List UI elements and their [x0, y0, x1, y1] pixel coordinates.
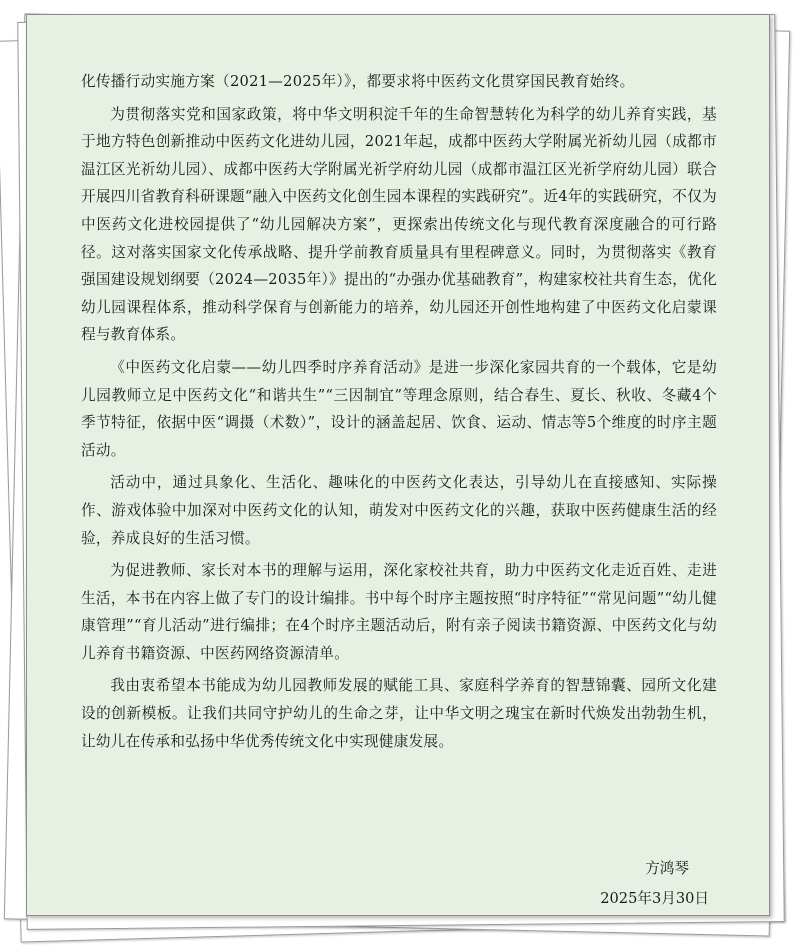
paragraph: 我由衷希望本书能成为幼儿园教师发展的赋能工具、家庭科学养育的智慧锦囊、园所文化建设的创新模板。让我们共同守护幼儿的生命之芽，让中华文明之瑰宝在新时代焕发出勃勃生机，让幼儿在传承和弘扬中华优秀传统文化中实现健康发展。 — [81, 677, 717, 750]
paragraph: 为促进教师、家长对本书的理解与运用，深化家校社共育，助力中医药文化走近百姓、走进生活，本书在内容上做了专门的设计编排。书中每个时序主题按照“时序特征”“常见问题”“幼儿健康管理”“育儿活动”进行编排；在4个时序主题活动后，附有亲子阅读书籍资源、中医药文化与幼儿养育书籍资源、中医药网络资源清单。 — [81, 562, 717, 662]
document-page — [26, 14, 770, 916]
paragraph-continued: 化传播行动实施方案（2021—2025年）》，都要求将中医药文化贯穿国民教育始终。 — [81, 73, 635, 90]
paragraph: 活动中，通过具象化、生活化、趣味化的中医药文化表达，引导幼儿在直接感知、实际操作、游戏体验中加深对中医药文化的认知，萌发对中医药文化的兴趣，获取中医药健康生活的经验，养成良好的生活习惯。 — [81, 474, 717, 547]
signature-date: 2025年3月30日 — [600, 890, 709, 907]
signature-name: 方鸿琴 — [645, 860, 689, 877]
paragraph: 为贯彻落实党和国家政策，将中华文明积淀千年的生命智慧转化为科学的幼儿养育实践，基于地方特色创新推动中医药文化进幼儿园，2021年起，成都中医药大学附属光祈幼儿园（成都市温江区光祈幼儿园）、成都中医药大学附属光祈学府幼儿园（成都市温江区光祈学府幼儿园）联合开展四川省教育科研课题“融入中医药文化创生园本课程的实践研究”。近4年的实践研究，不仅为中医药文化进校园提供了“幼儿园解决方案”，更探索出传统文化与现代教育深度融合的可行路径。这对落实国家文化传承战略、提升学前教育质量具有里程碑意义。同时，为贯彻落实《教育强国建设规划纲要（2024—2035年）》提出的“办强办优基础教育”，构建家校社共育生态，优化幼儿园课程体系，推动科学保育与创新能力的培养，幼儿园还开创性地构建了中医药文化启蒙课程与教育体系。 — [81, 105, 717, 344]
paragraph: 《中医药文化启蒙——幼儿四季时序养育活动》是进一步深化家园共育的一个载体，它是幼儿园教师立足中医药文化“和谐共生”“三因制宜”等理念原则，结合春生、夏长、秋收、冬藏4个季节特征，依据中医“调摄（术数）”，设计的涵盖起居、饮食、运动、情志等5个维度的时序主题活动。 — [81, 358, 717, 459]
